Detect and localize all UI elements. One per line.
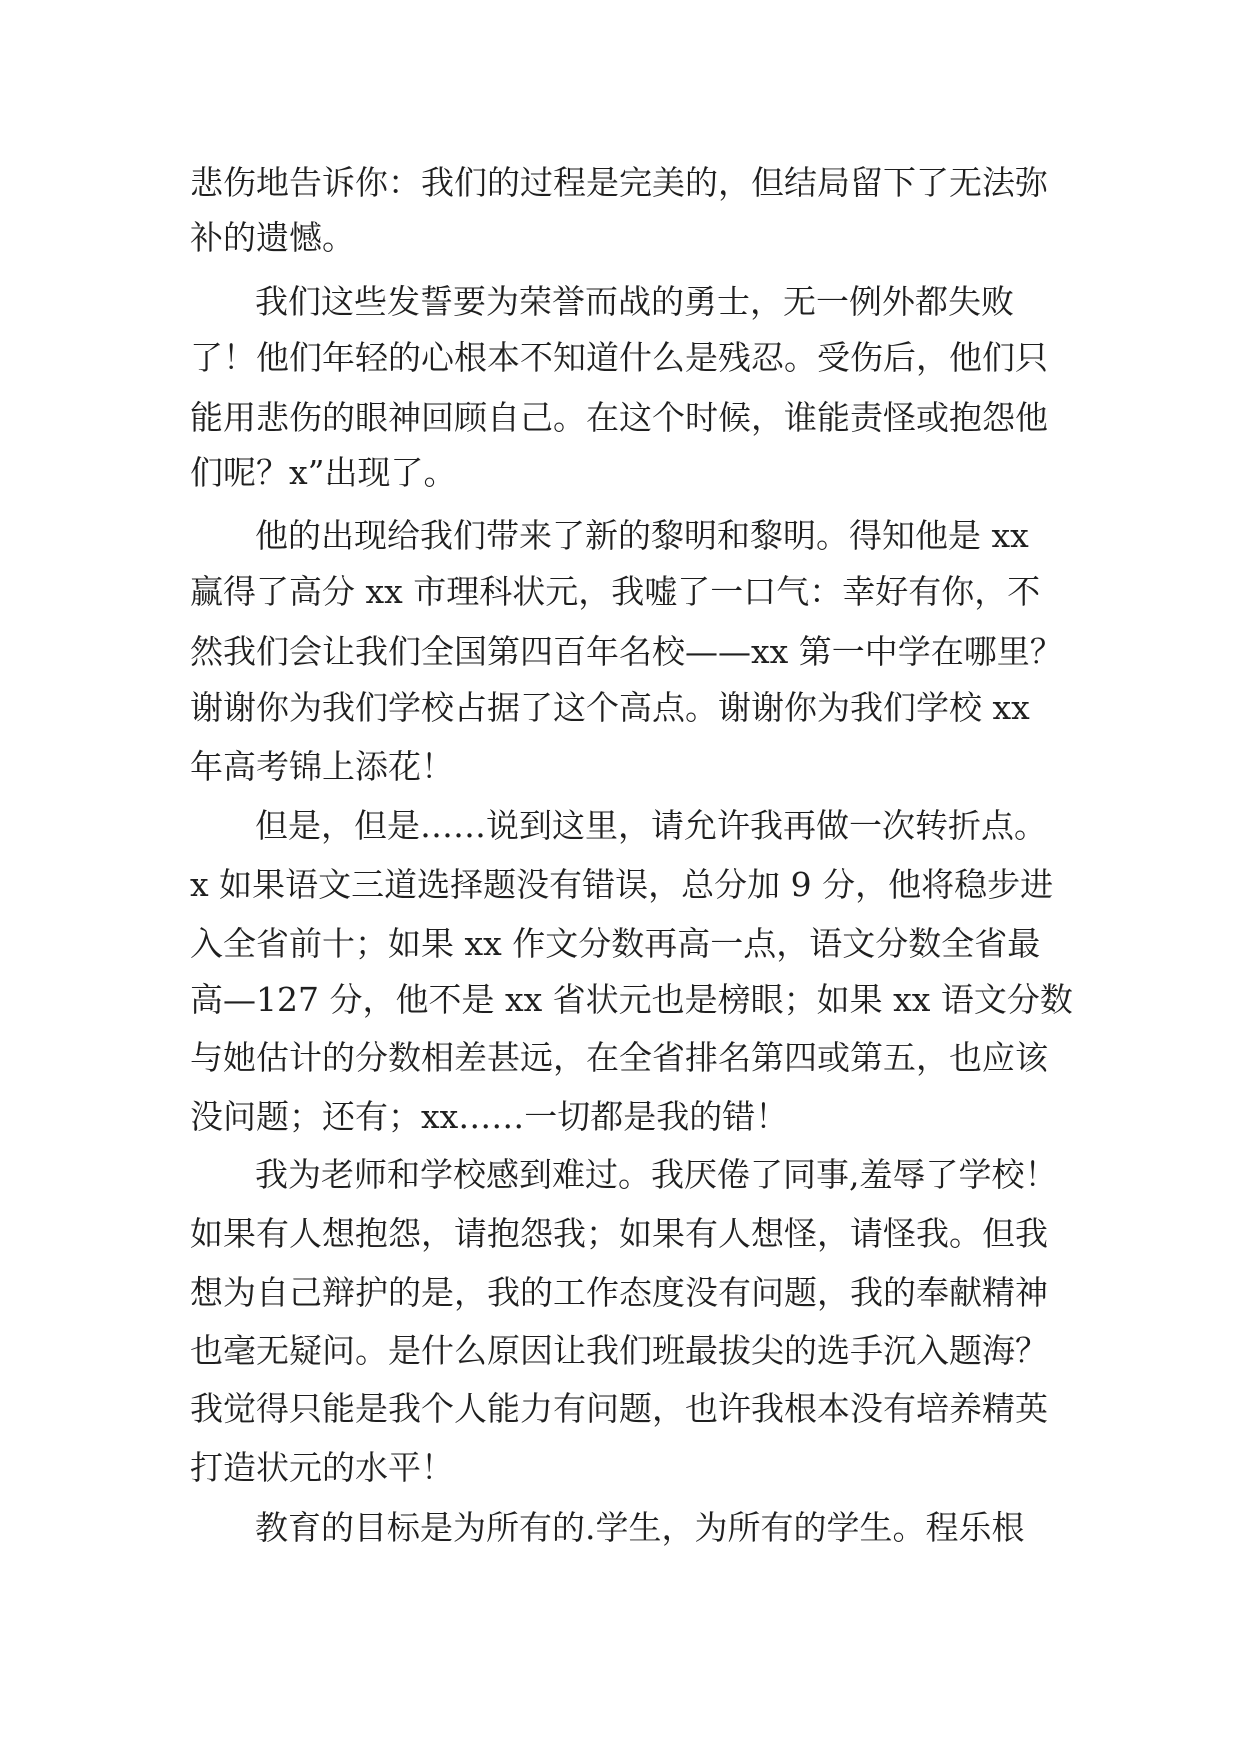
text-line: 赢得了高分 xx 市理科状元，我嘘了一口气：幸好有你，不 [190,572,1041,611]
text-line: 悲伤地告诉你：我们的过程是完美的，但结局留下了无法弥 [190,163,1048,202]
text-line: 年高考锦上添花！ [190,747,454,786]
text-line: 我觉得只能是我个人能力有问题，也许我根本没有培养精英 [190,1389,1048,1428]
paragraph-start-line: 他的出现给我们带来了新的黎明和黎明。得知他是 xx [255,516,1029,555]
text-line: 想为自己辩护的是，我的工作态度没有问题，我的奉献精神 [190,1273,1048,1312]
text-line: 没问题；还有；xx……一切都是我的错！ [190,1097,789,1136]
text-line: 们呢？x”出现了。 [190,453,457,492]
text-line: 也毫无疑问。是什么原因让我们班最拔尖的选手沉入题海？ [190,1331,1048,1370]
text-line: x 如果语文三道选择题没有错误，总分加 9 分，他将稳步进 [190,865,1054,904]
text-line: 与她估计的分数相差甚远，在全省排名第四或第五，也应该 [190,1038,1048,1077]
text-line: 了！他们年轻的心根本不知道什么是残忍。受伤后，他们只 [190,338,1048,377]
paragraph-start-line: 但是，但是……说到这里，请允许我再做一次转折点。 [255,806,1047,845]
paragraph-start-line: 我为老师和学校感到难过。我厌倦了同事,羞辱了学校！ [255,1155,1058,1194]
text-line: 高—127 分，他不是 xx 省状元也是榜眼；如果 xx 语文分数 [190,980,1073,1019]
text-line: 能用悲伤的眼神回顾自己。在这个时候，谁能责怪或抱怨他 [190,398,1048,437]
text-line: 谢谢你为我们学校占据了这个高点。谢谢你为我们学校 xx [190,688,1030,727]
paragraph-start-line: 我们这些发誓要为荣誉而战的勇士，无一例外都失败 [255,282,1014,321]
text-line: 打造状元的水平！ [190,1448,454,1487]
text-line: 入全省前十；如果 xx 作文分数再高一点，语文分数全省最 [190,924,1041,963]
text-line: 然我们会让我们全国第四百年名校——xx 第一中学在哪里？ [190,632,1063,671]
text-line: 补的遗憾。 [190,218,355,257]
paragraph-start-line: 教育的目标是为所有的.学生，为所有的学生。程乐根 [255,1508,1025,1547]
text-line: 如果有人想抱怨，请抱怨我；如果有人想怪，请怪我。但我 [190,1214,1048,1253]
